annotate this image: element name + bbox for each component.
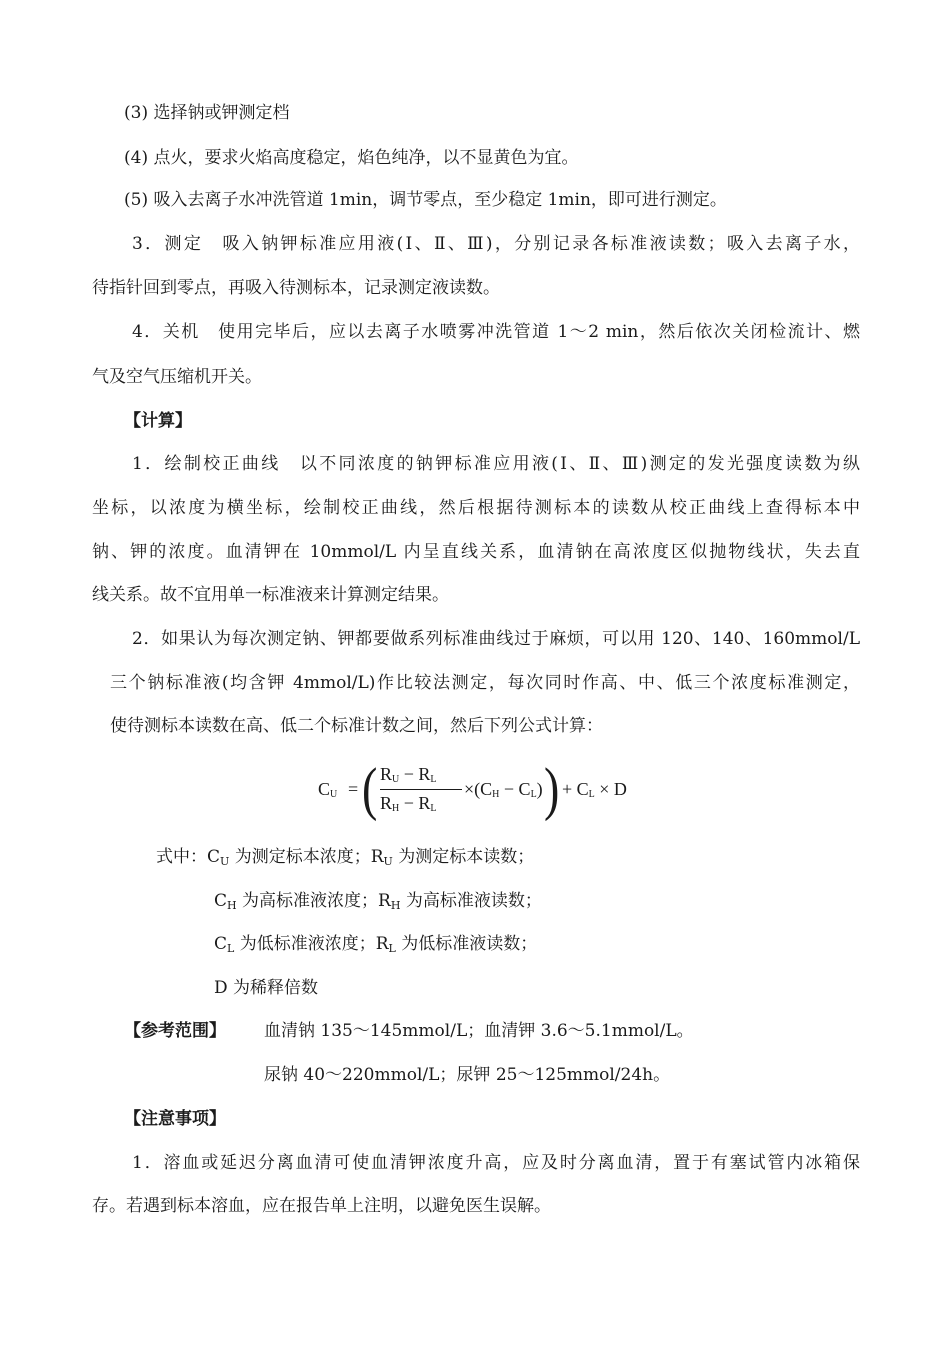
notes-heading: 【注意事项】 (124, 1109, 226, 1129)
calc-p1-line-2: 坐标，以浓度为横坐标，绘制校正曲线，然后根据待测标本的读数从校正曲线上查得标本中 (92, 498, 860, 518)
calc-p2-line-2: 三个钠标准液(均含钾 4mmol/L)作比较法测定，每次同时作高、中、低三个浓度标准测定， (110, 673, 860, 693)
step-5: (5) 吸入去离子水冲洗管道 1min，调节零点，至少稳定 1min，即可进行测定。 (124, 190, 727, 210)
concentration-formula (318, 752, 638, 828)
calc-p1-line-1: 1．绘制校正曲线 以不同浓度的钠钾标准应用液(Ⅰ、Ⅱ、Ⅲ)测定的发光强度读数为纵 (132, 454, 860, 474)
formula-fraction-bar (380, 789, 462, 790)
formula-equals: = (348, 779, 359, 799)
formula-lhs: $C_U$ (318, 779, 338, 800)
reference-urine: 尿钠 40～220mmol/L；尿钾 25～125mmol/24h。 (264, 1065, 671, 1085)
formula-product: $\times(C_H - C_L)$ (464, 779, 543, 800)
shutdown-line-1: 4．关机 使用完毕后，应以去离子水喷雾冲洗管道 1～2 min，然后依次关闭检流计、燃 (132, 322, 860, 342)
calc-p1-line-4: 线关系。故不宜用单一标准液来计算测定结果。 (92, 585, 449, 605)
reference-heading: 【参考范围】 (124, 1021, 226, 1041)
measure-line-1: 3．测定 吸入钠钾标准应用液(Ⅰ、Ⅱ、Ⅲ)，分别记录各标准液读数；吸入去离子水， (132, 234, 860, 254)
formula-right-paren: ) (544, 755, 560, 822)
calc-p1-line-3: 钠、钾的浓度。血清钾在 10mmol/L 内呈直线关系，血清钠在高浓度区似抛物线状，失去直 (92, 542, 860, 562)
calc-p2-line-1: 2．如果认为每次测定钠、钾都要做系列标准曲线过于麻烦，可以用 120、140、160mmol/L (132, 629, 860, 649)
formula-denominator: $R_H - R_L$ (380, 793, 437, 814)
calc-p2-line-3: 使待测标本读数在高、低二个标准计数之间，然后下列公式计算： (110, 716, 603, 736)
step-3: (3) 选择钠或钾测定档 (124, 103, 290, 123)
formula-numerator: $R_U - R_L$ (380, 764, 437, 785)
notes-line-1: 1．溶血或延迟分离血清可使血清钾浓度升高，应及时分离血清，置于有塞试管内冰箱保 (132, 1153, 860, 1173)
formula-tail: + $C_L \times D$ (562, 779, 627, 800)
reference-serum: 血清钠 135～145mmol/L；血清钾 3.6～5.1mmol/L。 (264, 1021, 694, 1041)
legend-line-4: D 为稀释倍数 (214, 978, 319, 998)
notes-line-2: 存。若遇到标本溶血，应在报告单上注明，以避免医生误解。 (92, 1196, 551, 1216)
legend-line-1: 式中：$C_U$ 为测定标本浓度；$R_U$ 为测定标本读数； (156, 847, 535, 868)
legend-line-2: $C_H$ 为高标准液浓度；$R_H$ 为高标准液读数； (214, 891, 542, 912)
calc-heading: 【计算】 (124, 411, 192, 431)
step-4: (4) 点火，要求火焰高度稳定，焰色纯净，以不显黄色为宜。 (124, 148, 579, 168)
shutdown-line-2: 气及空气压缩机开关。 (92, 367, 262, 387)
measure-line-2: 待指针回到零点，再吸入待测标本，记录测定液读数。 (92, 278, 500, 298)
legend-line-3: $C_L$ 为低标准液浓度；$R_L$ 为低标准液读数； (214, 934, 538, 955)
formula-left-paren: ( (362, 755, 378, 822)
